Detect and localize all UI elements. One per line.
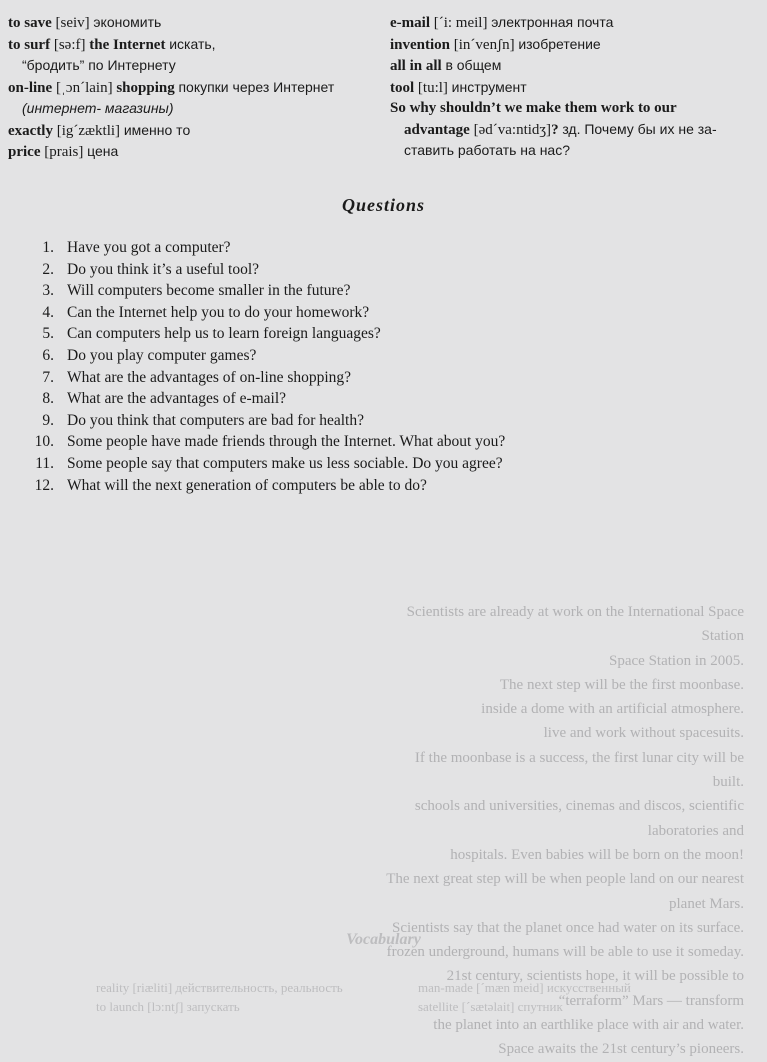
bleed-through-line: The next great step will be when people land on our nearest planet Mars. [386,871,744,912]
question-item [28,453,748,475]
question-number: 3. [42,282,54,300]
glossary-transcription: [ˊi: meil] [433,15,488,31]
glossary-entry [8,120,380,142]
question-item [28,388,748,410]
glossary-transcription: [ˌɔnˊlain] [55,79,113,96]
question-item [28,410,748,432]
question-number: 12. [34,476,54,494]
bleed-through-vocab-line: reality [riæliti] действительность, реальность [96,980,343,995]
glossary-term: the Internet [89,36,166,53]
bleed-through-line: frozen underground, humans will be able to use it someday. [386,944,744,961]
glossary-transcription: [seiv] [55,15,90,31]
bleed-through-vocab-right [418,978,631,1016]
glossary-translation: зд. Почему бы их не за- [562,120,717,137]
bleed-through-line: If the moonbase is a success, the first lunar city will be built. [414,749,744,791]
bleed-through-line: Space awaits the 21st century’s pioneers. [498,1041,744,1058]
question-number: 7. [42,368,54,386]
bleed-through-vocab-line: to launch [lɔ:ntʃ] запускать [96,999,240,1014]
glossary-line [8,34,380,56]
glossary-line [390,12,762,34]
bleed-through-line: the planet into an earthlike place with air and water. [433,1017,744,1034]
glossary-entry [8,34,380,77]
question-text: Can the Internet help you to do your homework? [67,303,370,321]
glossary-line [390,55,762,77]
question-number: 11. [35,454,54,472]
question-text: What are the advantages of e-mail? [67,390,287,408]
glossary-term: advantage [404,121,470,138]
glossary-translation: (интернет- магазины) [22,100,174,116]
glossary-entry [8,12,380,34]
question-number: 9. [42,411,54,429]
question-text: Some people say that computers make us less sociable. Do you agree? [67,454,503,472]
glossary-translation: “бродить” по Интернету [22,57,176,73]
question-number: 10. [34,433,54,451]
bleed-through-vocab-line: man-made [ˊmæn meid] искусственный [418,980,631,995]
glossary-entry [390,12,762,34]
glossary-line [8,141,380,163]
question-text: Do you think that computers are bad for health? [67,411,364,429]
glossary-line [390,98,762,119]
glossary-entry [8,141,380,163]
bleed-through-line: schools and universities, cinemas and discos, scientific laboratories and [414,798,744,839]
question-text: Do you think it’s a useful tool? [67,260,260,278]
question-number: 6. [42,346,54,364]
glossary-translation: искать, [169,35,216,52]
question-number: 8. [42,390,54,408]
question-item [28,323,748,345]
glossary-line [8,120,380,142]
questions-title: Questions [341,195,426,215]
glossary-transcription: [prais] [44,144,84,160]
glossary-line [8,55,380,77]
question-number: 1. [42,239,54,256]
glossary-transcription: [tu:l] [417,79,448,96]
glossary-term: to save [8,15,52,31]
bleed-through-line: inside a dome with an artificial atmosphere. [481,701,744,718]
question-text: What are the advantages of on-line shopping? [67,368,352,386]
glossary-translation: именно то [123,121,191,138]
glossary-entry [8,77,380,120]
glossary-term: e-mail [390,15,430,31]
question-number: 5. [42,325,54,343]
glossary-left-column [8,12,380,163]
question-item [28,367,748,389]
bleed-through-line: 21st century, scientists hope, it will be possible to “terraform” Mars — transform [446,968,744,1009]
bleed-through-vocab-line: satellite [ˊsætəlait] спутник [418,999,563,1014]
glossary-term: shopping [116,79,175,96]
glossary-line [390,140,762,162]
glossary-entry [390,34,762,56]
glossary-term: invention [390,36,451,53]
glossary-line [390,34,762,56]
question-text: Have you got a computer? [67,239,231,256]
bleed-through-line: live and work without spacesuits. [543,725,744,742]
question-text: Some people have made friends through the Internet. What about you? [67,433,506,451]
glossary-line [390,77,762,99]
question-number: 2. [42,260,54,278]
glossary-transcription: [ədˊva:ntidʒ] [473,121,552,138]
question-number: 4. [42,303,54,321]
glossary-right-column [390,12,762,162]
bleed-through-line: Scientists are already at work on the International Space Station [406,604,744,645]
glossary-term: all in all [390,58,442,74]
question-item [28,431,748,453]
question-item [28,259,748,281]
question-item [28,280,748,302]
bleed-through-line: The next step will be the first moonbase. [499,676,744,693]
bleed-through-vocab-title: Vocabulary [346,931,421,948]
glossary-term: So why shouldn’t we make them work to our [390,100,677,116]
bleed-through-line: hospitals. Even babies will be born on the moon! [450,846,744,863]
question-item [28,475,748,497]
glossary-line [8,77,380,99]
glossary-term: exactly [8,122,53,139]
glossary-line [390,119,762,141]
question-text: What will the next generation of computers be able to do? [67,476,427,494]
glossary-translation: инструмент [451,78,527,95]
glossary-transcription: [igˊzæktli] [56,122,121,139]
glossary-entry [390,55,762,77]
bleed-through-line: Scientists say that the planet once had water on its surface. [392,919,744,936]
glossary-translation: изобретение [518,35,601,52]
glossary-term: on-line [8,79,53,96]
glossary-transcription: [inˊvenʃn] [453,36,515,53]
glossary-line [8,12,380,34]
glossary-translation: в общем [445,57,502,73]
glossary-term: to surf [8,36,51,53]
glossary-translation: покупки через Интернет [178,78,335,95]
glossary-translation: цена [87,143,119,159]
glossary-translation: экономить [93,14,162,30]
glossary-transcription: [sə:f] [53,36,86,53]
glossary-entry [390,98,762,162]
bleed-through-vocab-left [96,978,343,1016]
questions-list [28,237,748,496]
question-item [28,237,748,259]
question-text: Do you play computer games? [67,346,257,364]
glossary-term: ? [551,121,559,138]
glossary-entry [390,77,762,99]
glossary-translation: ставить работать на нас? [404,142,571,158]
question-item [28,302,748,324]
question-text: Can computers help us to learn foreign languages? [67,325,381,343]
glossary-translation: электронная почта [491,14,614,30]
bleed-through-line: Space Station in 2005. [609,652,744,669]
glossary-line [8,98,380,120]
question-text: Will computers become smaller in the future? [67,282,351,300]
question-item [28,345,748,367]
glossary-term: tool [390,79,415,96]
glossary-term: price [8,144,41,160]
